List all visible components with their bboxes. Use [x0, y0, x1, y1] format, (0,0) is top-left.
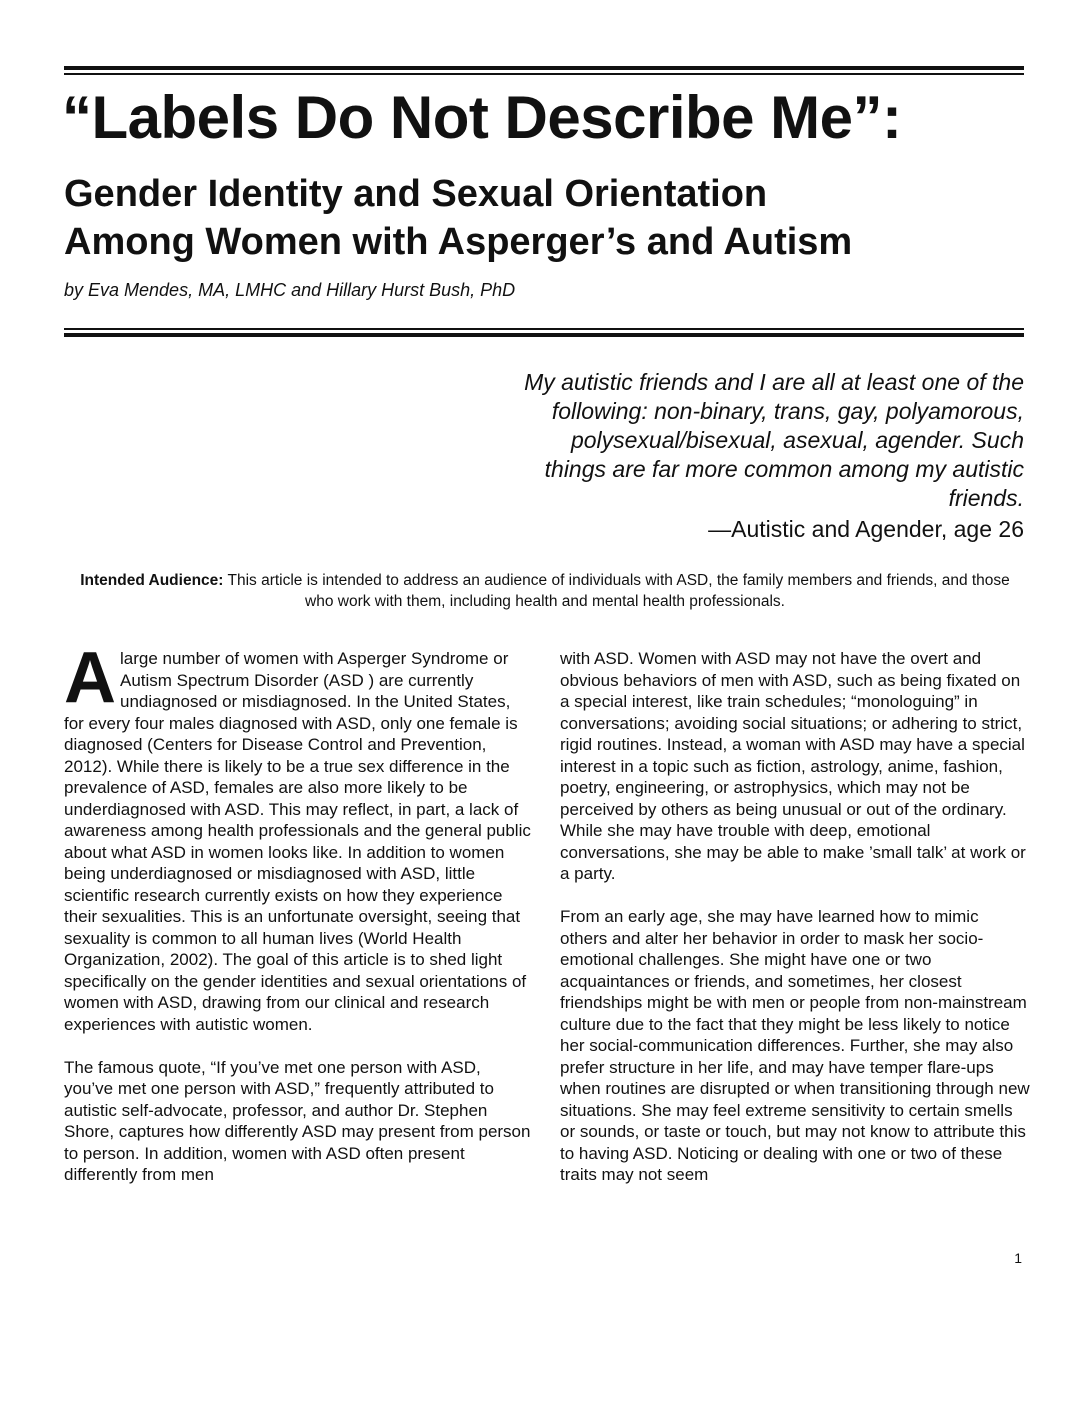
page-number: 1 [1014, 1250, 1022, 1266]
body-paragraph: with ASD. Women with ASD may not have the overt and obvious behaviors of men with ASD, such as being fixated on a special interest, like train schedules; “monologuing” in conversations; avoiding social situations; or adhering to strict, rigid routines. Instead, a woman with ASD may have a special interest in a topic such as fiction, astrology, anime, fashion, poetry, engineering, or astrophysics, which may not be perceived by others as being unusual or out of the ordinary. While she may have trouble with deep, emotional conversations, she may be able to make ’small talk’ at work or a party. [560, 649, 1026, 883]
drop-cap: A [64, 638, 116, 718]
body-column-right [560, 648, 1030, 1207]
top-rule-thin [64, 73, 1024, 75]
top-rule-thick [64, 66, 1024, 70]
pull-quote: My autistic friends and I are all at least one of the following: non-binary, trans, gay, polyamorous, polysexual/bisexual, asexual, agender. Such things are far more common among my autistic friends. [524, 369, 1024, 511]
body-paragraph: From an early age, she may have learned how to mimic others and alter her behavior in order to mask her socio-emotional challenges. She might have one or two acquaintances or friends, and sometimes, her closest friendships might be with men or people from non-mainstream culture due to the fact that they might be less likely to notice her social-communication differences. Further, she may also prefer structure in her life, and may have temper flare-ups when routines are disrupted or when transitioning through new situations. She may feel extreme sensitivity to certain smells or sounds, or taste or touch, but may not know to attribute this to having ASD. Noticing or dealing with one or two of these traits may not seem [560, 907, 1030, 1184]
body-column-left [64, 638, 534, 1207]
byline: by Eva Mendes, MA, LMHC and Hillary Hurst Bush, PhD [64, 280, 516, 300]
article-title: “Labels Do Not Describe Me”: [62, 84, 902, 151]
subtitle-line-2: Among Women with Asperger’s and Autism [64, 221, 853, 263]
subtitle-line-1: Gender Identity and Sexual Orientation [64, 173, 768, 215]
paragraph-text: large number of women with Asperger Syndrome or Autism Spectrum Disorder (ASD ) are currently undiagnosed or misdiagnosed. In the United States, for every four males diagnosed with ASD, only one female is diagnosed (Centers for Disease Control and Prevention, 2012). While there is likely to be a true sex difference in the prevalence of ASD, females are also more likely to be underdiagnosed with ASD. This may reflect, in part, a lack of awareness among health professionals and the general public about what ASD in women looks like. In addition to women being underdiagnosed or misdiagnosed with ASD, little scientific research currently exists on how they experience their sexualities. This is an unfortunate oversight, seeing that sexuality is common to all human lives (World Health Organization, 2002). The goal of this article is to shed light specifically on the gender identities and sexual orientations of women with ASD, drawing from our clinical and research experiences with autistic women. [64, 649, 531, 1034]
intended-audience-label: Intended Audience: [80, 572, 224, 589]
body-paragraph [64, 638, 534, 1035]
body-paragraph: The famous quote, “If you’ve met one person with ASD, you’ve met one person with ASD,” frequently attributed to autistic self-advocate, professor, and author Dr. Stephen Shore, captures how differently ASD may present from person to person. In addition, women with ASD often present differently from men [64, 1057, 531, 1184]
pull-quote-attribution: —Autistic and Agender, age 26 [708, 516, 1024, 542]
article-subtitle [64, 170, 852, 266]
header-rule-thin [64, 328, 1024, 330]
intended-audience [80, 570, 1010, 612]
header-rule-thick [64, 333, 1024, 337]
intended-audience-text: This article is intended to address an audience of individuals with ASD, the family members and friends, and those who work with them, including health and mental health professionals. [223, 572, 1010, 610]
